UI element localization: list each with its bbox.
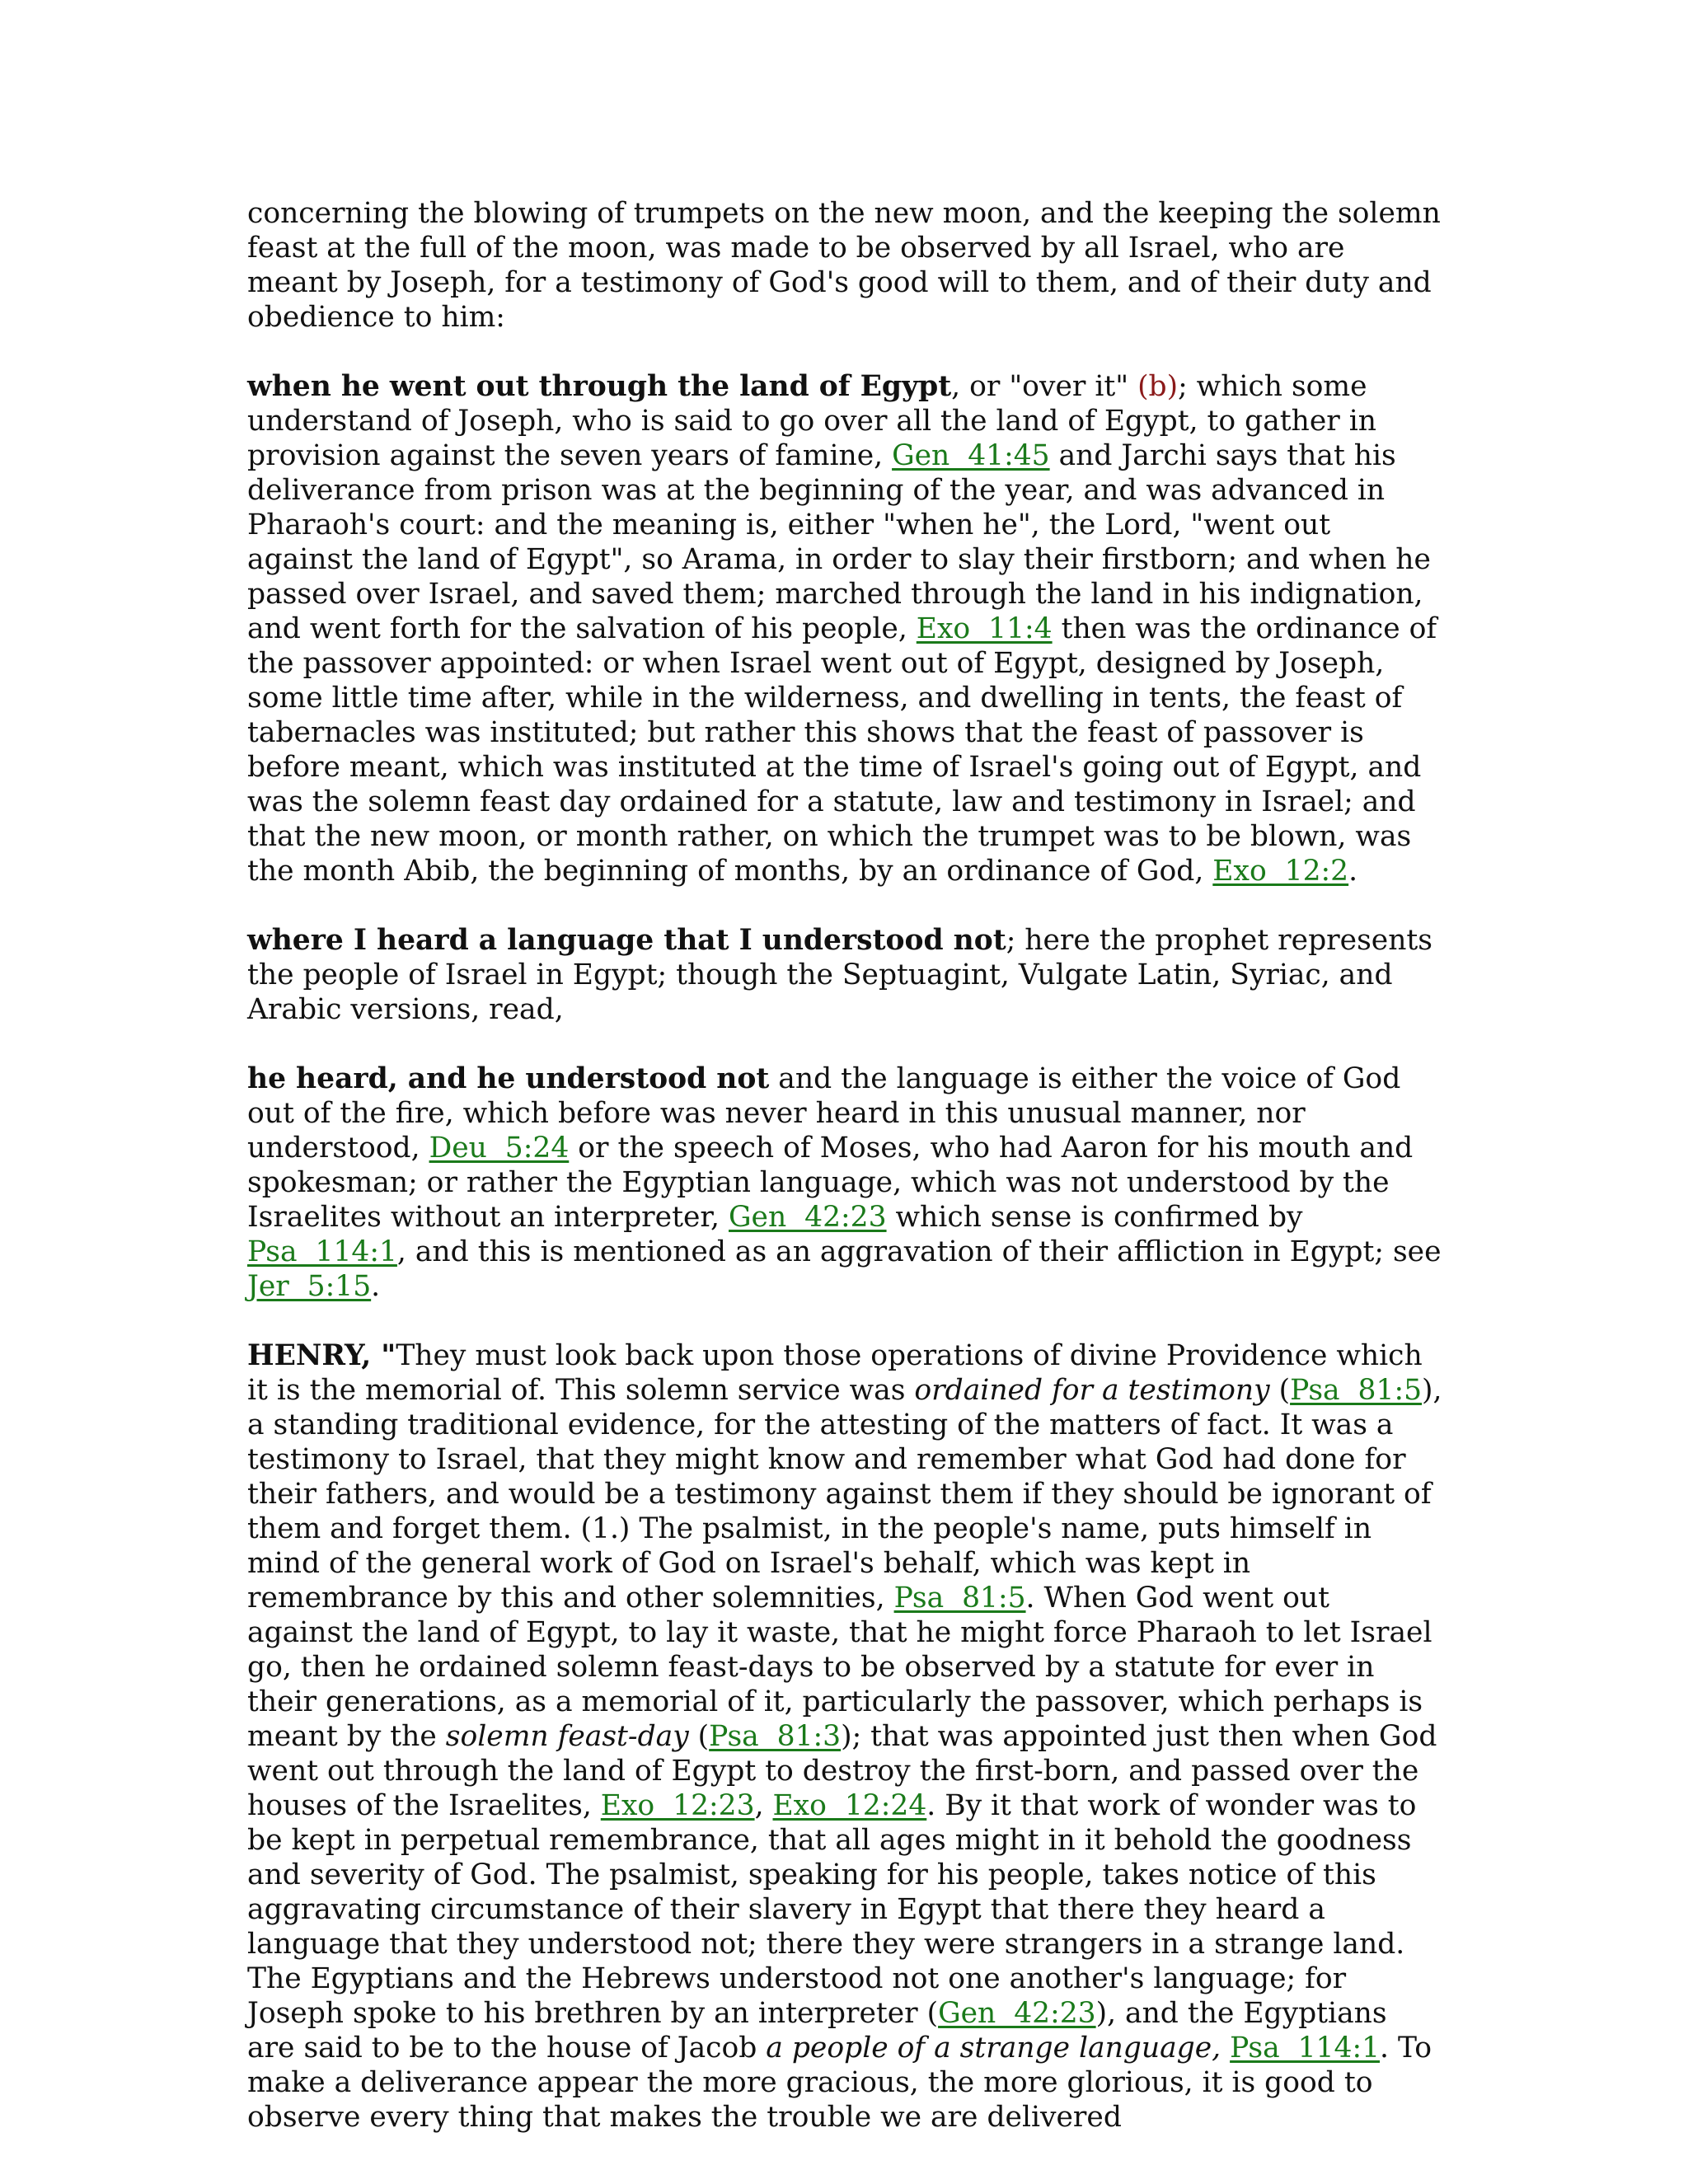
body-text: or the speech of Moses, who had Aaron for his mouth and spokesman; or rather the Egyptian language, which was not understood by the Israelites without an interpreter, <box>247 1132 1414 1234</box>
paragraph-language <box>247 923 1442 1027</box>
scripture-reference-link[interactable]: Exo 12:24 <box>772 1789 927 1822</box>
body-text: ; which some understand of Joseph, who is said to go over all the land of Egypt, to gather in provision against the seven years of famine, <box>247 370 1376 472</box>
body-text: , or "over it" <box>951 370 1138 403</box>
scripture-reference-link[interactable]: Psa 81:5 <box>893 1582 1026 1615</box>
body-text: , and this is mentioned as an aggravation of their affliction in Egypt; see <box>396 1235 1442 1268</box>
body-text: . By it that work of wonder was to be kept in perpetual remembrance, that all ages might in it behold the goodness and severity of God. The psalmist, speaking for his people, takes notice of this aggravating circumstance of their slavery in Egypt that there they heard a language that they understood not; there they were strangers in a strange land. The Egyptians and the Hebrews understood not one another's language; for Joseph spoke to his brethren by an interpreter ( <box>247 1789 1417 2030</box>
paragraph-henry <box>247 1338 1442 2135</box>
scripture-reference-link[interactable]: Gen 41:45 <box>892 439 1050 472</box>
scripture-reference-link[interactable]: Psa 114:1 <box>247 1235 397 1268</box>
scripture-reference-link[interactable]: Psa 81:3 <box>709 1720 842 1753</box>
body-text: . To make a deliverance appear the more gracious, the more glorious, it is good to observe every thing that makes the trouble we are delivered <box>247 2032 1432 2134</box>
scripture-reference-link[interactable]: Exo 12:2 <box>1212 855 1349 888</box>
scripture-reference-link[interactable]: Exo 11:4 <box>916 612 1053 645</box>
italic-emphasis-text: solemn feast-day <box>445 1720 689 1753</box>
paragraph-egypt <box>247 369 1442 888</box>
scripture-reference-link[interactable]: Psa 81:5 <box>1290 1374 1423 1407</box>
footnote-marker-link[interactable]: (b) <box>1137 370 1179 403</box>
scripture-reference-link[interactable]: Jer 5:15 <box>247 1270 372 1303</box>
body-text <box>1221 2032 1230 2064</box>
scripture-reference-link[interactable]: Deu 5:24 <box>429 1132 570 1165</box>
body-text: , <box>754 1789 773 1822</box>
paragraph-heard <box>247 1062 1442 1304</box>
body-text: ( <box>688 1720 710 1753</box>
body-text: ; here the prophet represents the people of Israel in Egypt; though the Septuagint, Vulgate Latin, Syriac, and Arabic versions, read, <box>247 924 1432 1026</box>
body-text: ), and the Egyptians are said to be to the house of Jacob <box>247 1997 1387 2064</box>
body-text: . <box>371 1270 381 1303</box>
italic-emphasis-text: ordained for a testimony <box>914 1374 1270 1407</box>
body-text: . When God went out against the land of Egypt, to lay it waste, that he might force Pharaoh to let Israel go, then he ordained solemn feast-days to be observed by a statute for ever in their generations, as a memorial of it, particularly the passover, which perhaps is meant by the <box>247 1582 1432 1753</box>
body-text: and Jarchi says that his deliverance from prison was at the beginning of the year, and was advanced in Pharaoh's court: and the meaning is, either "when he", the Lord, "went out against the land of Egypt", so Arama, in order to slay their firstborn; and when he passed over Israel, and saved them; marched through the land in his indignation, and went forth for the salvation of his people, <box>247 439 1431 645</box>
body-text: . <box>1348 855 1358 888</box>
body-text: which sense is confirmed by <box>886 1201 1303 1234</box>
scripture-reference-link[interactable]: Psa 114:1 <box>1230 2032 1381 2064</box>
scripture-reference-link[interactable]: Gen 42:23 <box>729 1201 887 1234</box>
verse-heading-text: he heard, and he understood not <box>247 1062 770 1095</box>
body-text: then was the ordinance of the passover appointed: or when Israel went out of Egypt, designed by Joseph, some little time after, while in the wilderness, and dwelling in tents, the feast of tabernacles was instituted; but rather this shows that the feast of passover is before meant, which was instituted at the time of Israel's going out of Egypt, and was the solemn feast day ordained for a statute, law and testimony in Israel; and that the new moon, or month rather, on which the trumpet was to be blown, was the month Abib, the beginning of months, by an ordinance of God, <box>247 612 1437 888</box>
body-text: ); that was appointed just then when God went out through the land of Egypt to destroy the first-born, and passed over the houses of the Israelites, <box>247 1720 1437 1822</box>
verse-heading-text: when he went out through the land of Egypt <box>247 370 952 403</box>
italic-emphasis-text: a people of a strange language, <box>766 2032 1221 2064</box>
document-page <box>247 196 1442 2135</box>
body-text: ), a standing traditional evidence, for the attesting of the matters of fact. It was a testimony to Israel, that they might know and remember what God had done for their fathers, and would be a testimony against them if they should be ignorant of them and forget them. (1.) The psalmist, in the people's name, puts himself in mind of the general work of God on Israel's behalf, which was kept in remembrance by this and other solemnities, <box>247 1374 1442 1615</box>
body-text: ( <box>1269 1374 1291 1407</box>
verse-heading-text: where I heard a language that I understood not <box>247 924 1006 957</box>
body-text: and the language is either the voice of God out of the fire, which before was never heard in this unusual manner, nor understood, <box>247 1062 1401 1165</box>
scripture-reference-link[interactable]: Exo 12:23 <box>600 1789 755 1822</box>
body-text: concerning the blowing of trumpets on the new moon, and the keeping the solemn feast at the full of the moon, was made to be observed by all Israel, who are meant by Joseph, for a testimony of God's good will to them, and of their duty and obedience to him: <box>247 197 1441 334</box>
verse-heading-text: HENRY, " <box>247 1339 396 1372</box>
body-text: They must look back upon those operations of divine Providence which it is the memorial of. This solemn service was <box>247 1339 1423 1407</box>
scripture-reference-link[interactable]: Gen 42:23 <box>938 1997 1096 2030</box>
paragraph-intro <box>247 196 1442 335</box>
